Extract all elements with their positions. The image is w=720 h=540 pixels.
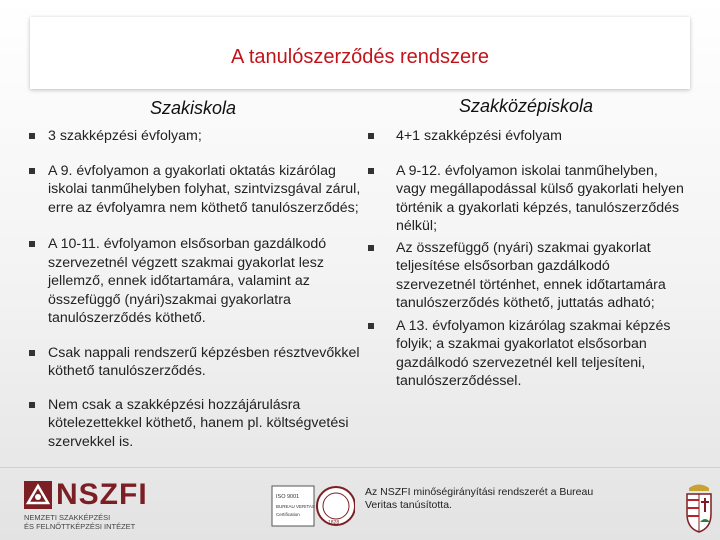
bureau-veritas-seal-icon bbox=[270, 482, 355, 530]
right-bullet-list bbox=[366, 127, 691, 391]
bullet-square-icon bbox=[368, 168, 374, 174]
title-box bbox=[30, 17, 690, 89]
list-item: A 9. évfolyamon a gyakorlati oktatás kizárólag iskolai tanműhelyben folyhat, szintvizsgával zárul, erre az évfolyamra nem köthető tanulószerződés; bbox=[24, 162, 369, 218]
bullet-square-icon bbox=[29, 168, 35, 174]
bullet-square-icon bbox=[29, 350, 35, 356]
bullet-square-icon bbox=[368, 323, 374, 329]
list-item: Nem csak a szakképzési hozzájárulásra kötelezettekkel köthető, hanem pl. költségvetési szervekkel is. bbox=[24, 396, 369, 452]
bullet-square-icon bbox=[368, 133, 374, 139]
nszfi-logo bbox=[24, 479, 194, 534]
bullet-square-icon bbox=[29, 402, 35, 408]
list-item: A 10-11. évfolyamon elsősorban gazdálkodó szervezetnél végzett szakmai gyakorlat lesz jellemző, ennek időtartamára, valamint az összefüggő (nyári)szakmai gyakorlatra tanulószerződés köthető. bbox=[24, 235, 369, 328]
slide-title: A tanulószerződés rendszere bbox=[231, 45, 489, 68]
logo-subtitle: NEMZETI SZAKKÉPZÉSI ÉS FELNŐTTKÉPZÉSI INTÉZET bbox=[24, 513, 136, 531]
heading-szakkozepiskola: Szakközépiskola bbox=[459, 96, 594, 116]
seal-iso-text: ISO 9001 bbox=[276, 494, 300, 500]
footer-divider bbox=[0, 467, 720, 468]
certification-text: Az NSZFI minőségirányítási rendszerét a Bureau Veritas tanúsította. bbox=[365, 486, 594, 511]
list-item: 4+1 szakképzési évfolyam bbox=[366, 127, 691, 146]
hungarian-coat-of-arms-icon bbox=[682, 478, 716, 534]
list-item: Csak nappali rendszerű képzésben résztvevőkkel köthető tanulószerződés. bbox=[24, 344, 369, 381]
left-bullet-list bbox=[24, 127, 369, 451]
seal-year-text: 1828 bbox=[328, 520, 340, 526]
list-item: Az összefüggő (nyári) szakmai gyakorlat teljesítése elsősorban gazdálkodó szervezetnél történhet, ennek időtartamára tanulószerződés köthető, juttatás adható; bbox=[366, 239, 691, 313]
seal-bv-text: BUREAU VERITAS bbox=[276, 504, 315, 509]
bullet-square-icon bbox=[29, 133, 35, 139]
seal-cert-text: Certification bbox=[276, 512, 300, 517]
bullet-square-icon bbox=[368, 245, 374, 251]
list-item: A 9-12. évfolyamon iskolai tanműhelyben, vagy megállapodással külső gyakorlati helyen történik a gyakorlati képzés, tanulószerződés nélkül; bbox=[366, 162, 691, 236]
list-item: A 13. évfolyamon kizárólag szakmai képzés folyik; a szakmai gyakorlatot elsősorban gazdálkodó szervezetnél kell teljesíteni, tanulószerződéssel. bbox=[366, 317, 691, 391]
bullet-square-icon bbox=[29, 241, 35, 247]
logo-brand: NSZFI bbox=[56, 478, 148, 511]
nszfi-emblem-icon bbox=[24, 481, 52, 509]
list-item: 3 szakképzési évfolyam; bbox=[24, 127, 369, 146]
heading-szakiskola: Szakiskola bbox=[150, 98, 237, 118]
